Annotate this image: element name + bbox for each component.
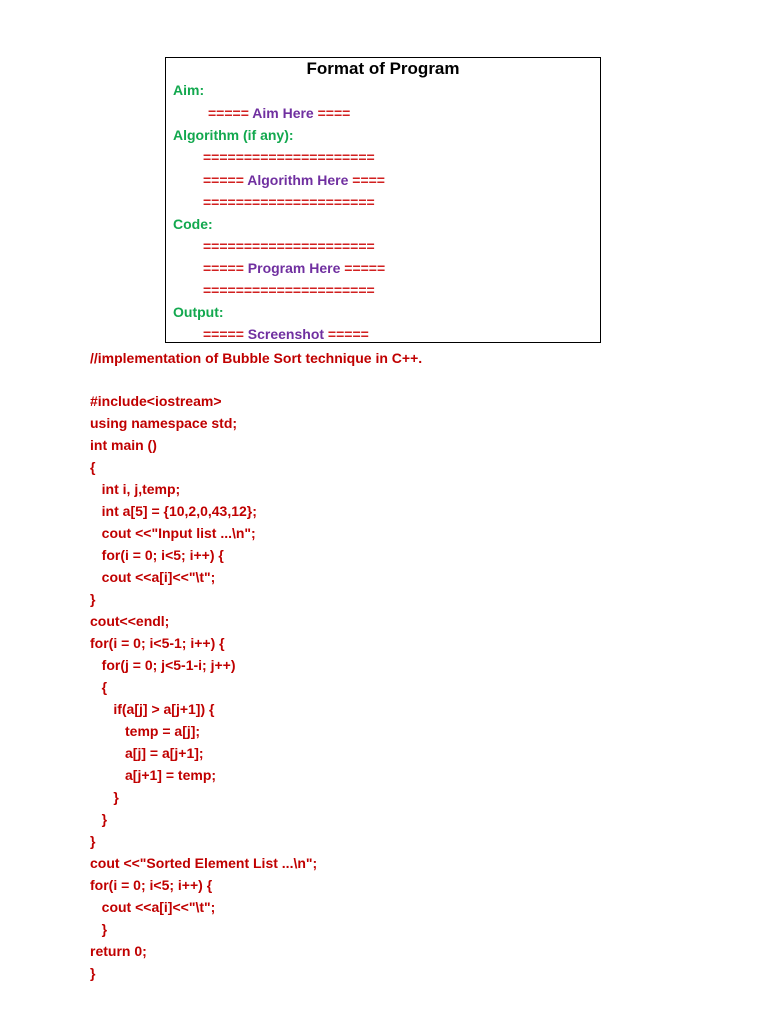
output-label: Output: [173,304,224,320]
aim-line-post: ==== [313,105,351,121]
algorithm-separator-bottom: ===================== [203,194,375,210]
output-line-pre: ===== [203,326,248,342]
code-line-3: int main () [90,437,157,453]
code-line-21: } [90,833,96,849]
code-line-6: int a[5] = {10,2,0,43,12}; [90,503,257,519]
code-line-18: a[j+1] = temp; [90,767,217,783]
code-line-4: { [90,459,96,475]
box-title: Format of Program [306,59,460,78]
algorithm-line-post: ==== [348,172,385,188]
code-comment: //implementation of Bubble Sort technique in C++. [90,350,423,366]
code-label: Code: [173,216,213,232]
code-line-25: } [90,921,108,937]
code-line-26: return 0; [90,943,147,959]
code-line-5: int i, j,temp; [90,481,181,497]
code-line-27: } [90,965,96,981]
code-line-2: using namespace std; [90,415,238,431]
algorithm-label: Algorithm (if any): [173,127,294,143]
output-line-text: Screenshot [247,326,325,342]
code-line-text: Program Here [247,260,341,276]
code-line-20: } [90,811,108,827]
aim-line-pre: ===== [208,105,253,121]
code-line-pre: ===== [203,260,248,276]
code-line-1: #include<iostream> [90,393,222,409]
code-line-11: cout<<endl; [90,613,170,629]
code-line-post: ===== [340,260,386,276]
code-line-14: { [90,679,108,695]
code-line-9: cout <<a[i]<<"\t"; [90,569,216,585]
algorithm-line [203,171,385,189]
code-line-8: for(i = 0; i<5; i++) { [90,547,224,563]
output-line [203,325,369,343]
code-line-24: cout <<a[i]<<"\t"; [90,899,216,915]
code-line-7: cout <<"Input list ...\n"; [90,525,256,541]
code-line-19: } [90,789,119,805]
algorithm-separator-top: ===================== [203,149,375,165]
code-line-23: for(i = 0; i<5; i++) { [90,877,213,893]
aim-line [208,104,350,122]
code-line-13: for(j = 0; j<5-1-i; j++) [90,657,236,673]
aim-label: Aim: [173,82,205,98]
aim-line-text: Aim Here [252,105,314,121]
code-line-17: a[j] = a[j+1]; [90,745,204,761]
code-separator-top: ===================== [203,238,375,254]
algorithm-line-text: Algorithm Here [247,172,349,188]
code-separator-bottom: ===================== [203,282,375,298]
algorithm-line-pre: ===== [203,172,248,188]
code-line-15: if(a[j] > a[j+1]) { [90,701,215,717]
code-line [203,259,385,277]
output-line-post: ===== [324,326,369,342]
code-line-16: temp = a[j]; [90,723,201,739]
code-line-10: } [90,591,96,607]
code-line-22: cout <<"Sorted Element List ...\n"; [90,855,318,871]
code-line-12: for(i = 0; i<5-1; i++) { [90,635,225,651]
